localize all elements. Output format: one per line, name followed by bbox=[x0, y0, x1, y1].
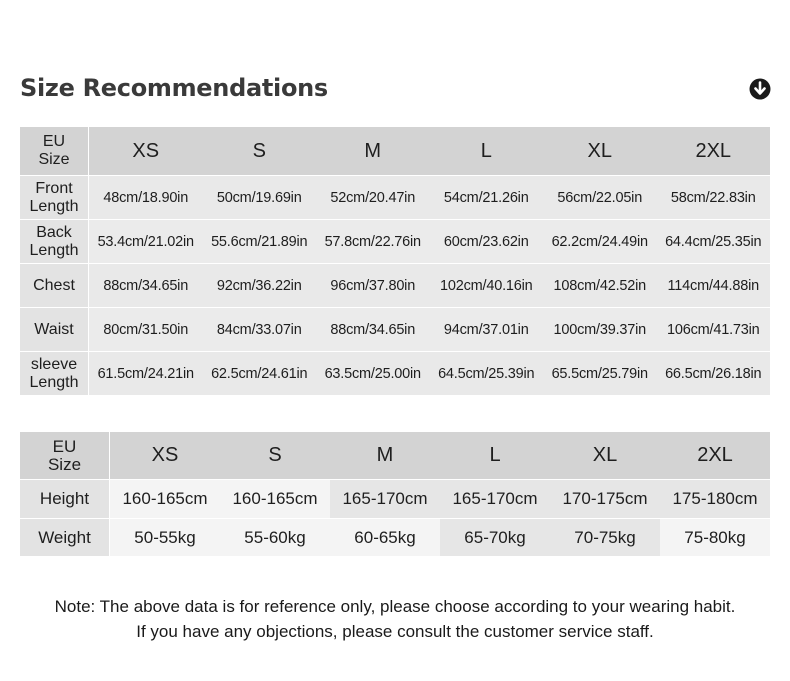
table-cell: 92cm/36.22in bbox=[203, 264, 317, 307]
table-row-back-length bbox=[20, 220, 770, 263]
size-header-xl: XL bbox=[550, 432, 660, 479]
row-label-line: Front bbox=[35, 179, 73, 197]
table-cell: 62.2cm/24.49in bbox=[543, 220, 657, 263]
row-label bbox=[20, 176, 88, 219]
size-header-xl: XL bbox=[543, 127, 657, 175]
row-label bbox=[20, 220, 88, 263]
table-cell: 63.5cm/25.00in bbox=[316, 352, 430, 395]
header-label-line: Size bbox=[47, 454, 82, 474]
table-cell: 61.5cm/24.21in bbox=[89, 352, 203, 395]
table-cell: 57.8cm/22.76in bbox=[316, 220, 430, 263]
table-cell: 80cm/31.50in bbox=[89, 308, 203, 351]
header-label-line: EU bbox=[52, 436, 77, 456]
table-header-row bbox=[20, 432, 770, 479]
table-cell: 106cm/41.73in bbox=[657, 308, 771, 351]
size-header-s: S bbox=[220, 432, 330, 479]
table-cell: 62.5cm/24.61in bbox=[203, 352, 317, 395]
table-cell: 64.4cm/25.35in bbox=[657, 220, 771, 263]
note-line-2: If you have any objections, please consult the customer service staff. bbox=[136, 622, 654, 641]
size-header-2xl: 2XL bbox=[657, 127, 771, 175]
page-title: Size Recommendations bbox=[20, 74, 328, 102]
table-cell: 55-60kg bbox=[220, 519, 330, 556]
table-cell: 88cm/34.65in bbox=[89, 264, 203, 307]
table-cell: 56cm/22.05in bbox=[543, 176, 657, 219]
row-label-line: Chest bbox=[33, 276, 75, 294]
table-row-chest bbox=[20, 264, 770, 307]
table-cell: 96cm/37.80in bbox=[316, 264, 430, 307]
table-cell: 60cm/23.62in bbox=[430, 220, 544, 263]
table-cell: 50cm/19.69in bbox=[203, 176, 317, 219]
table-row-weight bbox=[20, 519, 770, 556]
table-cell: 165-170cm bbox=[440, 480, 550, 518]
table-cell: 175-180cm bbox=[660, 480, 770, 518]
table-cell: 100cm/39.37in bbox=[543, 308, 657, 351]
table-cell: 52cm/20.47in bbox=[316, 176, 430, 219]
table-cell: 65.5cm/25.79in bbox=[543, 352, 657, 395]
size-header-l: L bbox=[430, 127, 544, 175]
table-cell: 160-165cm bbox=[220, 480, 330, 518]
table-cell: 88cm/34.65in bbox=[316, 308, 430, 351]
row-label bbox=[20, 308, 88, 351]
table-cell: 55.6cm/21.89in bbox=[203, 220, 317, 263]
row-label: Weight bbox=[20, 519, 109, 556]
size-header-m: M bbox=[316, 127, 430, 175]
table-cell: 53.4cm/21.02in bbox=[89, 220, 203, 263]
table-cell: 60-65kg bbox=[330, 519, 440, 556]
row-label: Height bbox=[20, 480, 109, 518]
header-label bbox=[20, 432, 109, 479]
row-label-line: Length bbox=[29, 241, 79, 259]
size-header-s: S bbox=[203, 127, 317, 175]
size-header-m: M bbox=[330, 432, 440, 479]
table-cell: 50-55kg bbox=[110, 519, 220, 556]
table-row-front-length bbox=[20, 176, 770, 219]
row-label bbox=[20, 264, 88, 307]
table-cell: 84cm/33.07in bbox=[203, 308, 317, 351]
table-cell: 170-175cm bbox=[550, 480, 660, 518]
table-cell: 108cm/42.52in bbox=[543, 264, 657, 307]
table-cell: 75-80kg bbox=[660, 519, 770, 556]
row-label-line: Length bbox=[29, 197, 79, 215]
table-cell: 65-70kg bbox=[440, 519, 550, 556]
table-cell: 64.5cm/25.39in bbox=[430, 352, 544, 395]
note-line-1: Note: The above data is for reference only, please choose according to your wearing habit. bbox=[54, 597, 736, 616]
row-label bbox=[20, 352, 88, 395]
reference-note bbox=[0, 594, 790, 644]
size-header-xs: XS bbox=[89, 127, 203, 175]
table-header-row bbox=[20, 127, 770, 175]
header-label-line: EU bbox=[42, 133, 66, 150]
measurement-table bbox=[20, 127, 770, 396]
row-label-line: sleeve bbox=[30, 355, 78, 373]
table-cell: 70-75kg bbox=[550, 519, 660, 556]
size-header-2xl: 2XL bbox=[660, 432, 770, 479]
table-cell: 48cm/18.90in bbox=[89, 176, 203, 219]
table-cell: 165-170cm bbox=[330, 480, 440, 518]
table-cell: 160-165cm bbox=[110, 480, 220, 518]
table-row-sleeve-length bbox=[20, 352, 770, 395]
row-label-line: Length bbox=[29, 373, 79, 391]
table-cell: 58cm/22.83in bbox=[657, 176, 771, 219]
table-cell: 54cm/21.26in bbox=[430, 176, 544, 219]
download-circle-icon[interactable] bbox=[749, 78, 771, 100]
header-label bbox=[20, 127, 88, 175]
table-row-height bbox=[20, 480, 770, 518]
row-label-line: Waist bbox=[34, 320, 74, 338]
header-label-line: Size bbox=[38, 151, 70, 168]
row-label-line: Back bbox=[36, 223, 72, 241]
table-cell: 114cm/44.88in bbox=[657, 264, 771, 307]
table-cell: 94cm/37.01in bbox=[430, 308, 544, 351]
size-header-l: L bbox=[440, 432, 550, 479]
body-size-table bbox=[20, 432, 770, 557]
size-header-xs: XS bbox=[110, 432, 220, 479]
table-row-waist bbox=[20, 308, 770, 351]
table-cell: 102cm/40.16in bbox=[430, 264, 544, 307]
table-cell: 66.5cm/26.18in bbox=[657, 352, 771, 395]
